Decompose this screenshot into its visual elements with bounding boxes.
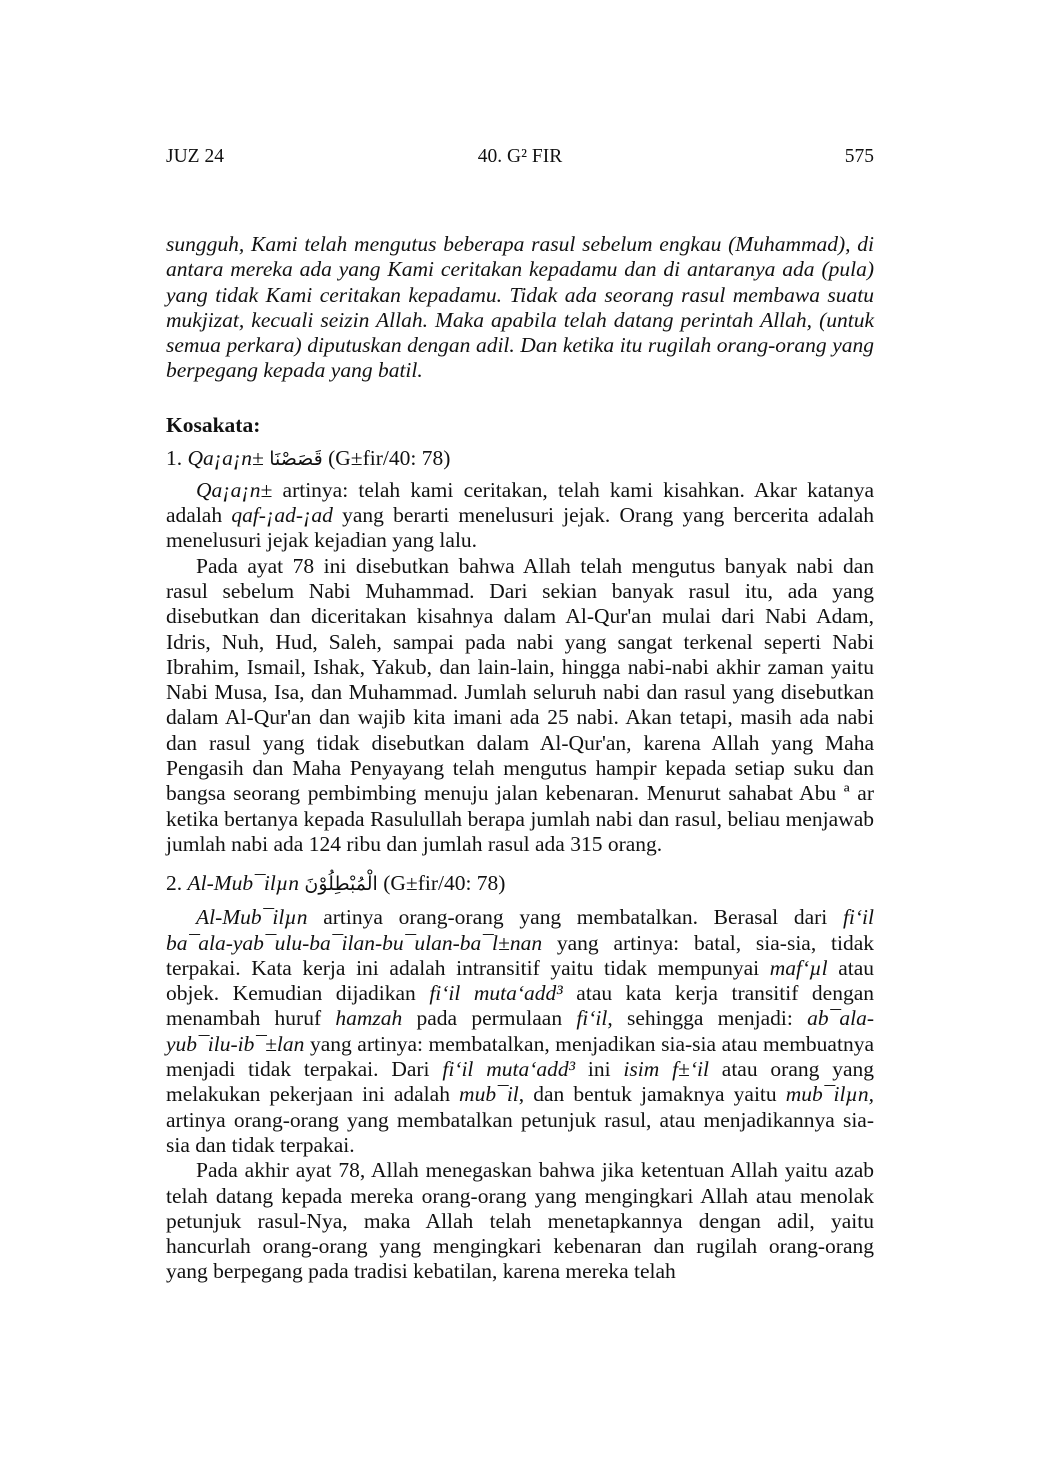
term-italic: Qa¡a¡n± [196,477,273,502]
paragraph-prophets: Pada ayat 78 ini disebutkan bahwa Allah telah mengutus banyak nabi dan rasul sebelum Nabi Muhammad. Dari sekian banyak rasul itu, ada yang disebutkan dan diceritakan kisahnya dalam Al-Qur'an mulai dari Nabi Adam, Idris, Nuh, Hud, Saleh, sampai pada nabi yang sangat terkenal seperti Nabi Ibrahim, Ismail, Ishak, Yakub, dan lain-lain, hingga nabi-nabi akhir zaman yaitu Nabi Musa, Isa, dan Muhammad. Jumlah seluruh nabi dan rasul yang disebutkan dalam Al-Qur'an dan wajib kita imani ada 25 nabi. Akan tetapi, masih ada nabi dan rasul yang tidak disebutkan dalam Al-Qur'an, karena Allah yang Maha Pengasih dan Maha Penyayang telah mengutus hampir kepada setiap suku dan bangsa seorang pembimbing menuju jalan kebenaran. Menurut sahabat Abu ª ar ketika bertanya kepada Rasulullah berapa jumlah nabi dan rasul, beliau menjawab jumlah nabi ada 124 ribu dan jumlah rasul ada 315 orang. [166,553,874,856]
kosakata-heading: Kosakata: [166,412,261,437]
arabic-term: قَصَصْنَا [269,447,323,470]
entry-number: 1. [166,445,183,470]
entry-reference: (G±fir/40: 78) [383,871,506,896]
page-header [166,146,874,172]
juz-label: JUZ 24 [166,146,224,167]
entry-term: Al-Mub¯ilµn [187,871,300,896]
vocab-entry-1 [166,444,874,473]
page-body [166,232,874,1285]
entry-number: 2. [166,871,183,896]
paragraph-conclusion: Pada akhir ayat 78, Allah menegaskan bahwa jika ketentuan Allah yaitu azab telah datang kepada mereka orang-orang yang mengingkari Allah atau menolak petunjuk rasul-Nya, maka Allah telah menetapkannya dengan adil, yaitu hancurlah orang-orang yang mengingkari kebenaran dan rugilah orang-orang yang berpegang pada tradisi kebatilan, karena mereka telah [166,1158,874,1284]
vocab-explanation-2: Al-Mub¯ilµn artinya orang-orang yang membatalkan. Berasal dari fi‘il ba¯ala-yab¯ulu-ba¯ilan-bu¯ulan-ba¯l±nan yang artinya: batal, sia-sia, tidak terpakai. Kata kerja ini adalah intransitif yaitu tidak mempunyai maf‘µl atau objek. Kemudian dijadikan fi‘il muta‘add³ atau kata kerja transitif dengan menambah huruf hamzah pada permulaan fi‘il, sehingga menjadi: ab¯ala-yub¯ilu-ib¯±lan yang artinya: membatalkan, menjadikan sia-sia atau membuatnya menjadi tidak terpakai. Dari fi‘il muta‘add³ ini isim f±‘il atau orang yang melakukan pekerjaan ini adalah mub¯il, dan bentuk jamaknya yaitu mub¯ilµn, artinya orang-orang yang membatalkan petunjuk rasul, atau menjadikannya sia-sia dan tidak terpakai. [166,905,875,1157]
surah-title: 40. G² FIR [477,146,563,167]
arabic-term: الْمُبْطِلُوْنَ [304,873,378,896]
vocab-entry-2 [166,869,874,898]
entry-reference: (G±fir/40: 78) [328,445,451,470]
verse-translation: sungguh, Kami telah mengutus beberapa rasul sebelum engkau (Muhammad), di antara mereka ada yang Kami ceritakan kepadamu dan di antaranya ada (pula) yang tidak Kami ceritakan kepadamu. Tidak ada seorang rasul membawa suatu mukjizat, kecuali seizin Allah. Maka apabila telah datang perintah Allah, (untuk semua perkara) diputuskan dengan adil. Dan ketika itu rugilah orang-orang yang berpegang kepada yang batil. [166,232,874,383]
root-word: qaf-¡ad-¡ad [231,503,333,528]
page-number: 575 [844,146,874,167]
vocab-explanation-1: Qa¡a¡n± artinya: telah kami ceritakan, telah kami kisahkan. Akar katanya adalah qaf-¡ad-¡ad yang berarti menelusuri jejak. Orang yang bercerita adalah menelusuri jejak kejadian yang lalu. [166,477,874,553]
entry-term: Qa¡a¡n± [187,445,264,470]
